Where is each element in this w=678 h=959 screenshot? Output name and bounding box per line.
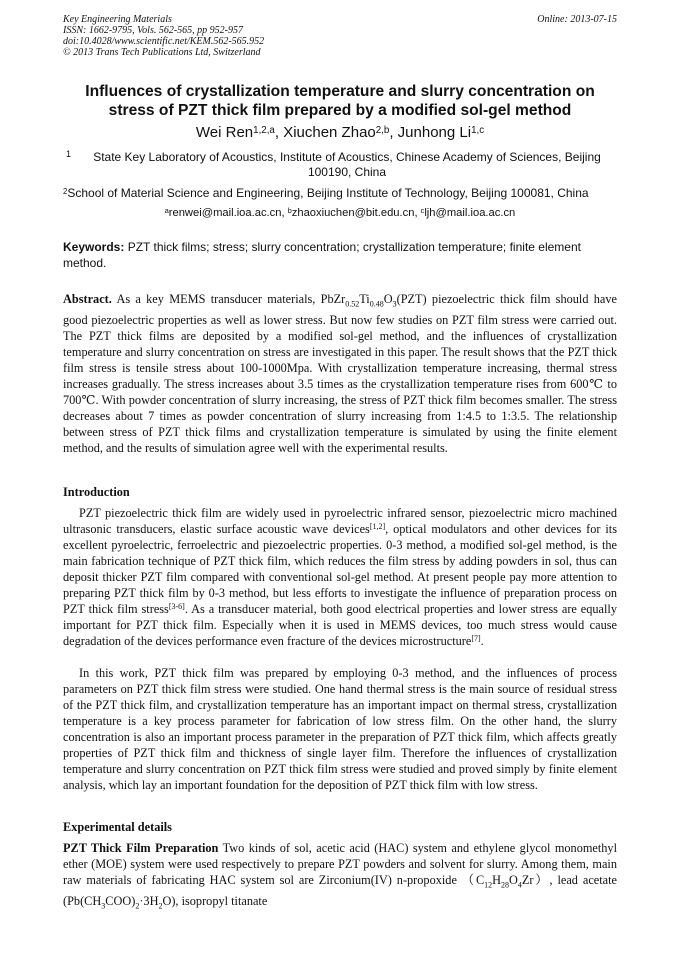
formula-sub: 4 [517, 880, 522, 890]
paragraph-text: PZT piezoelectric thick film are widely used in pyroelectric infrared sensor, piezoelectric micro machined ultrasonic transducers, elastic surface acoustic wave devices [63, 506, 617, 536]
email-link[interactable]: zhaoxiuchen@bit.edu.cn [291, 207, 415, 219]
section-heading-introduction: Introduction [63, 485, 130, 499]
formula-sub: 0.52 [345, 299, 360, 309]
paragraph-text: ·3H [139, 894, 159, 909]
affiliation-number: 1 [66, 149, 72, 159]
formula-sub: 0.48 [369, 299, 384, 309]
abstract-text: O [383, 292, 393, 306]
email-sup: a [164, 206, 169, 215]
author-name: Junhong Li [397, 124, 472, 141]
introduction-paragraph-1 [63, 505, 617, 649]
paragraph-text: , optical modulators and other devices for its excellent pyroelectric, ferroelectric and piezoelectric properties. 0-3 method, a modified sol-gel method, is the main fabrication technique of PZT thick film, which reduces the film stress by adding powders in sol, thus can deposit thicker PZT film compared with conventional sol-gel method. At present people pay more attention to preparing PZT thick film by 0-3 method, but less efforts to investigate the influence of preparation process on PZT thick film stress [63, 522, 617, 616]
author-sup: 2,b [375, 125, 390, 136]
paragraph-text: O), isopropyl titanate [162, 894, 268, 909]
affiliation-text: School of Material Science and Engineering, Beijing Institute of Technology, Beijing 100081, China [67, 186, 589, 200]
formula-sub: 2 [135, 901, 140, 911]
email-sup: b [287, 206, 292, 215]
paragraph-text: . [480, 634, 484, 648]
author-name: Xiuchen Zhao [283, 124, 376, 141]
subsection-heading: PZT Thick Film Preparation [63, 841, 219, 855]
citation-ref[interactable]: [3-6] [168, 602, 185, 611]
paragraph-text: . As a transducer material, both good electrical properties and lower stress are equally important for PZT thick film. Especially when it is used in MEMS devices, too much stress would cause degradation of the devices performance even fracture of the devices microstructure [63, 602, 617, 648]
paragraph-text: H [492, 873, 502, 887]
abstract-text: As a key MEMS transducer materials, PbZr [116, 292, 346, 306]
experimental-paragraph [63, 840, 617, 915]
paper-title: Influences of crystallization temperature and slurry concentration on stress of PZT thick film prepared by a modified sol-gel method [85, 83, 595, 119]
email-link[interactable]: renwei@mail.ioa.ac.cn [168, 207, 282, 219]
author-sup: 1,c [471, 125, 485, 136]
section-heading-experimental: Experimental details [63, 820, 172, 834]
paragraph-text: COO) [105, 894, 136, 909]
journal-doi: doi:10.4028/www.scientific.net/KEM.562-565.952 [63, 36, 265, 47]
abstract-label: Abstract. [63, 292, 112, 306]
formula-sub: 28 [501, 880, 510, 890]
journal-header [63, 14, 617, 58]
paragraph-text: O [509, 873, 518, 887]
journal-issn: ISSN: 1662-9795, Vols. 562-565, pp 952-957 [63, 25, 243, 36]
citation-ref[interactable]: [7] [471, 634, 481, 643]
keywords-text: PZT thick films; stress; slurry concentration; crystallization temperature; finite element method. [63, 240, 581, 270]
keywords-label: Keywords: [63, 240, 125, 254]
affiliation-1 [63, 150, 617, 180]
abstract-text: Ti [359, 292, 370, 306]
email-link[interactable]: ljh@mail.ioa.ac.cn [424, 207, 516, 219]
journal-copyright: © 2013 Trans Tech Publications Ltd, Switzerland [63, 47, 261, 58]
author-list: Wei Ren$^{1,2,a}$, Xiuchen Zhao$^{2,b}$, Junhong Li$^{1,c}$ [195, 124, 485, 141]
abstract [63, 291, 617, 456]
abstract-text: (PZT) piezoelectric thick film should have good piezoelectric properties as well as lower stress. But now few studies on PZT film stress were carried out. The PZT thick films are deposited by a modified sol-gel method, and the influences of crystallization temperature and slurry concentration on stress are investigated in this paper. The result shows that the PZT thick film stress is tensile stress about 100-1000Mpa. With crystallization temperature increasing, thermal stress increases gradually. The stress increases about 3.5 times as the crystallization temperature rises from 600℃ to 700℃. With powder concentration of slurry increasing, the stress of PZT thick film becomes smaller. The stress decreases about 7 times as powder concentration of slurry increasing from 1:4.5 to 1:3.5. The relationship between stress of PZT thick films and crystallization temperature is simulated by using the finite element method, and the results of simulation agree well with the experimental results. [63, 292, 617, 456]
paragraph-text: Zr）, lead acetate (Pb(CH [63, 873, 617, 909]
affiliation-text: State Key Laboratory of Acoustics, Institute of Acoustics, Chinese Academy of Sciences, Beijing 100190, China [93, 150, 601, 179]
affiliation-2 [63, 186, 623, 201]
introduction-paragraph-2: In this work, PZT thick film was prepared by employing 0-3 method, and the influences of process parameters on PZT thick film stress were studied. One hand thermal stress is the main source of residual stress of the PZT thick film, and crystallization temperature has an important impact on thermal stress, crystallization temperature is a key process parameter for fabrication of low stress film. On the other hand, the slurry concentration is also an important process parameter in the preparation of PZT thick film, which affects greatly properties of PZT thick film and thickness of single layer film. Therefore the influences of crystallization temperature and slurry concentration on PZT thick film stress were studied and proved simply by finite element analysis, which lay an important foundation for the deposition of PZT thick film with low stress. [63, 666, 617, 792]
formula-sub: 3 [392, 299, 397, 309]
formula-sub: 12 [484, 880, 493, 890]
paragraph-text: Two kinds of sol, acetic acid (HAC) system and ethylene glycol monomethyl ether (MOE) system were used respectively to prepare PZT powders and solvent for slurry. Among them, main raw materials of fabricating HAC system sol are Zirconium(IV) n-propoxide （C [63, 841, 617, 887]
author-name: Wei Ren [195, 124, 254, 141]
journal-name: Key Engineering Materials [63, 14, 172, 25]
keywords [63, 239, 617, 271]
email-list: $^a$renwei@mail.ioa.ac.cn, $^b$zhaoxiuchen@bit.edu.cn, $^c$ljh@mail.ioa.ac.cn [164, 206, 516, 219]
affiliation-number: 2 [63, 187, 68, 196]
citation-ref[interactable]: [1,2] [369, 522, 386, 531]
online-date: Online: 2013-07-15 [537, 14, 617, 25]
author-sup: 1,2,a [253, 125, 275, 136]
email-sup: c [420, 206, 425, 215]
formula-sub: 3 [101, 901, 106, 911]
formula-sub: 2 [158, 901, 163, 911]
